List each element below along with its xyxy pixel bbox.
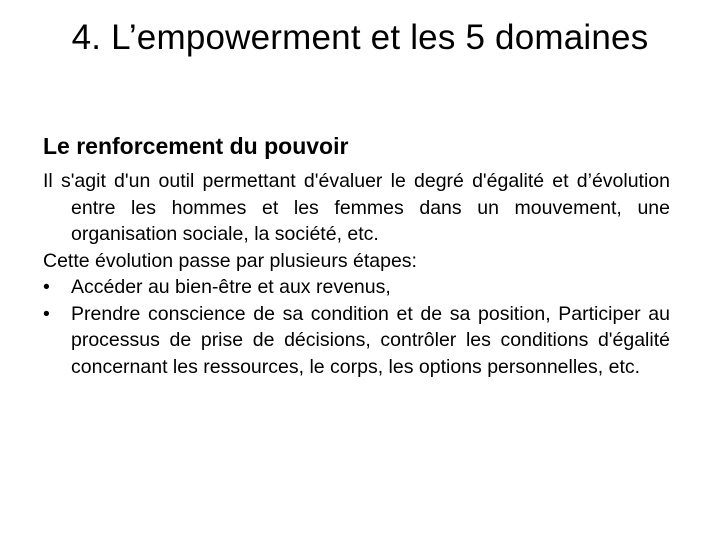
bullet-icon: •	[43, 276, 50, 298]
intro-line: Cette évolution passe par plusieurs étapes:	[43, 249, 417, 272]
body-paragraph: Il s'agit d'un outil permettant d'évaluer le degré d'égalité et d’évolution entre les hommes et les femmes dans un mouvement, une organisation sociale, la société, etc.	[43, 170, 670, 245]
slide-subtitle: Le renforcement du pouvoir	[43, 133, 349, 159]
bullet-text: Prendre conscience de sa condition et de sa position, Participer au processus de prise de décisions, contrôler les conditions d'égalité concernant les ressources, le corps, les options personnelles, etc.	[71, 302, 670, 378]
slide-body	[43, 168, 670, 380]
bullet-item	[43, 301, 670, 381]
bullet-text: Accéder au bien-être et aux revenus,	[71, 276, 391, 298]
bullet-list	[43, 274, 670, 380]
bullet-icon: •	[43, 302, 50, 325]
bullet-item	[43, 274, 670, 301]
slide-title: 4. L’empowerment et les 5 domaines	[71, 18, 649, 57]
